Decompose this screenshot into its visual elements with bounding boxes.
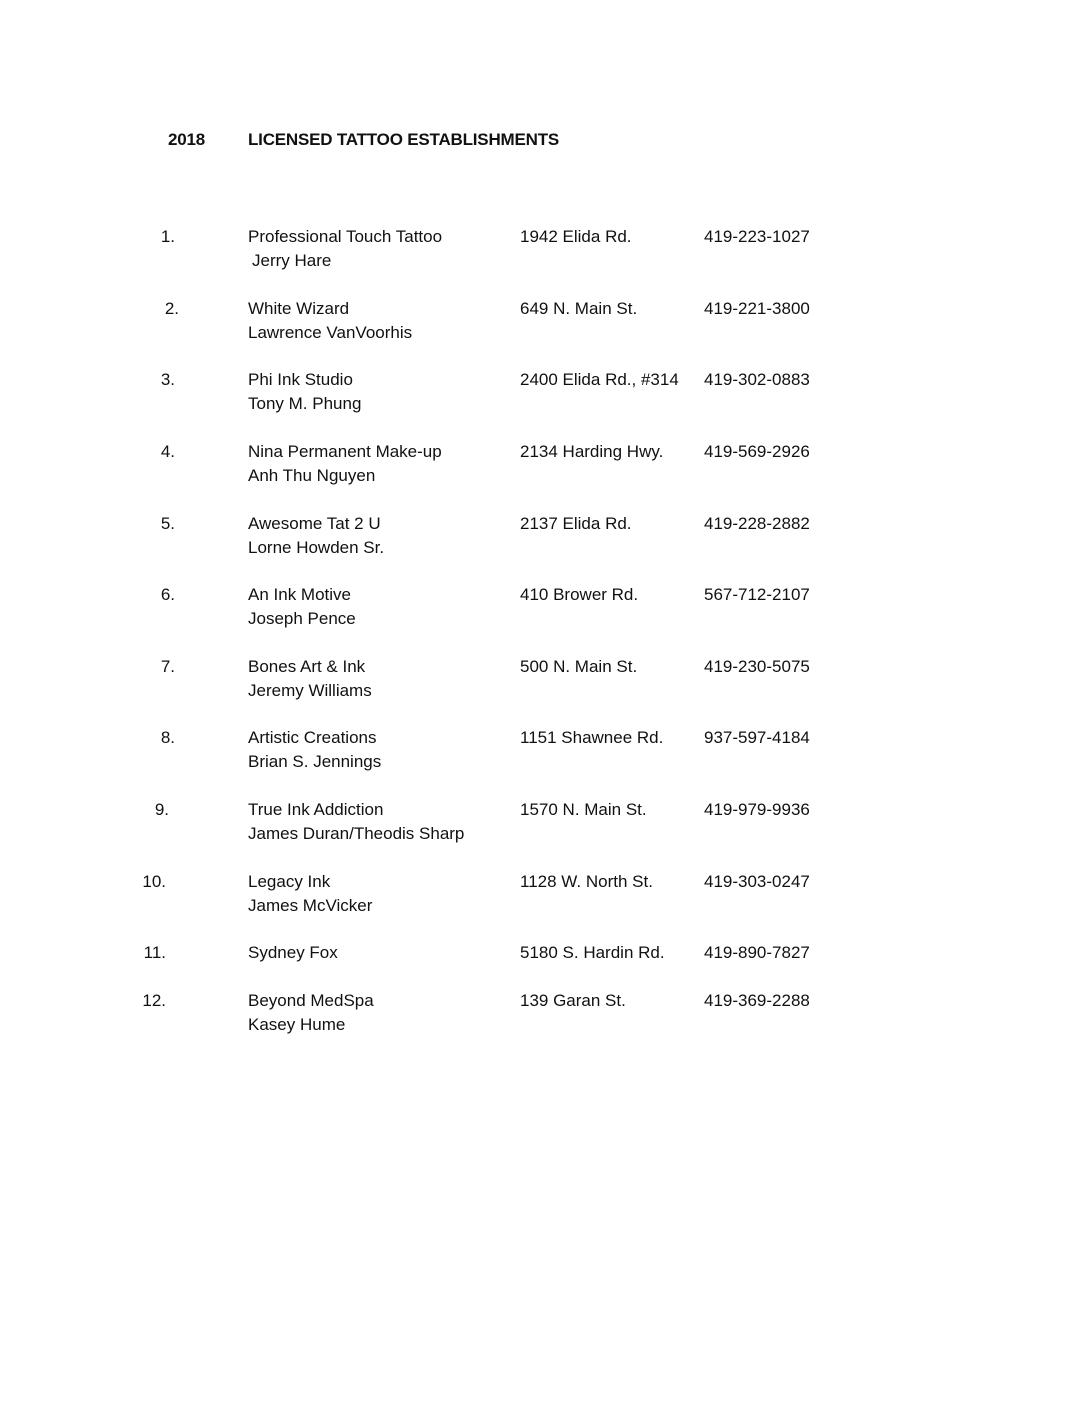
establishment-name: Legacy Ink [248,872,331,891]
owner-name: Jeremy Williams [248,681,372,700]
document-title: LICENSED TATTOO ESTABLISHMENTS [248,130,560,149]
establishment-name: Sydney Fox [248,943,338,962]
establishment-phone: 419-228-2882 [704,514,810,533]
establishment-name: Bones Art & Ink [248,657,366,676]
establishment-name: An Ink Motive [248,585,351,604]
entry-name-block [248,870,372,918]
entry-number: 5. [160,514,175,533]
list-item [0,870,1088,930]
establishment-name: Artistic Creations [248,728,377,747]
owner-name: Kasey Hume [248,1015,346,1034]
entry-name-block [248,583,356,631]
establishment-name: True Ink Addiction [248,800,384,819]
establishment-address: 1570 N. Main St. [520,800,647,819]
owner-name: Lawrence VanVoorhis [248,323,413,342]
establishment-phone: 419-369-2288 [704,991,810,1010]
entry-name-block [248,512,384,560]
establishment-phone: 419-223-1027 [704,227,810,246]
owner-name: Jerry Hare [252,251,332,270]
entry-number: 3. [160,370,175,389]
owner-name: Lorne Howden Sr. [248,538,385,557]
owner-name: Tony M. Phung [248,394,362,413]
list-item [0,512,1088,572]
establishment-address: 1151 Shawnee Rd. [520,728,664,747]
list-item [0,798,1088,858]
list-item [0,583,1088,643]
establishment-address: 2137 Elida Rd. [520,514,632,533]
establishment-name: Professional Touch Tattoo [248,227,443,246]
entry-number: 12. [142,991,166,1010]
list-item [0,297,1088,357]
entry-number: 1. [160,227,175,246]
establishment-phone: 419-569-2926 [704,442,810,461]
entry-number: 9. [154,800,169,819]
establishment-phone: 419-230-5075 [704,657,810,676]
list-item [0,368,1088,428]
entry-name-block [248,225,442,273]
establishment-phone: 419-303-0247 [704,872,810,891]
owner-name: Brian S. Jennings [248,752,382,771]
owner-name: Anh Thu Nguyen [248,466,376,485]
list-item [0,225,1088,285]
entry-name-block [248,941,338,965]
establishment-phone: 419-890-7827 [704,943,810,962]
establishment-name: Beyond MedSpa [248,991,374,1010]
establishment-address: 2400 Elida Rd., #314 [520,370,679,389]
list-item [0,440,1088,500]
entry-number: 2. [164,299,179,318]
entry-number: 6. [160,585,175,604]
entry-number: 7. [160,657,175,676]
establishment-address: 1942 Elida Rd. [520,227,632,246]
establishment-address: 1128 W. North St. [520,872,653,891]
list-item [0,989,1088,1049]
owner-name: James Duran/Theodis Sharp [248,824,465,843]
establishment-name: Awesome Tat 2 U [248,514,381,533]
establishment-phone: 419-221-3800 [704,299,810,318]
list-item [0,655,1088,715]
entry-name-block [248,989,374,1037]
entry-number: 4. [160,442,175,461]
establishment-name: Phi Ink Studio [248,370,353,389]
establishment-phone: 419-979-9936 [704,800,810,819]
establishment-phone: 937-597-4184 [704,728,810,747]
list-item [0,726,1088,786]
entry-number: 8. [160,728,175,747]
establishment-address: 410 Brower Rd. [520,585,639,604]
establishment-phone: 419-302-0883 [704,370,810,389]
establishment-address: 500 N. Main St. [520,657,638,676]
establishment-address: 2134 Harding Hwy. [520,442,664,461]
owner-name: James McVicker [248,896,373,915]
entry-name-block [248,368,361,416]
establishment-address: 5180 S. Hardin Rd. [520,943,665,962]
establishment-name: White Wizard [248,299,350,318]
establishment-address: 139 Garan St. [520,991,626,1010]
establishment-name: Nina Permanent Make-up [248,442,442,461]
establishment-phone: 567-712-2107 [704,585,810,604]
entry-name-block [248,726,381,774]
owner-name: Joseph Pence [248,609,356,628]
entry-number: 10. [142,872,166,891]
entry-name-block [248,655,372,703]
establishment-address: 649 N. Main St. [520,299,638,318]
entry-number: 11. [143,943,166,962]
entry-name-block [248,297,412,345]
document-year: 2018 [168,130,206,149]
entry-name-block [248,798,464,846]
entry-name-block [248,440,442,488]
